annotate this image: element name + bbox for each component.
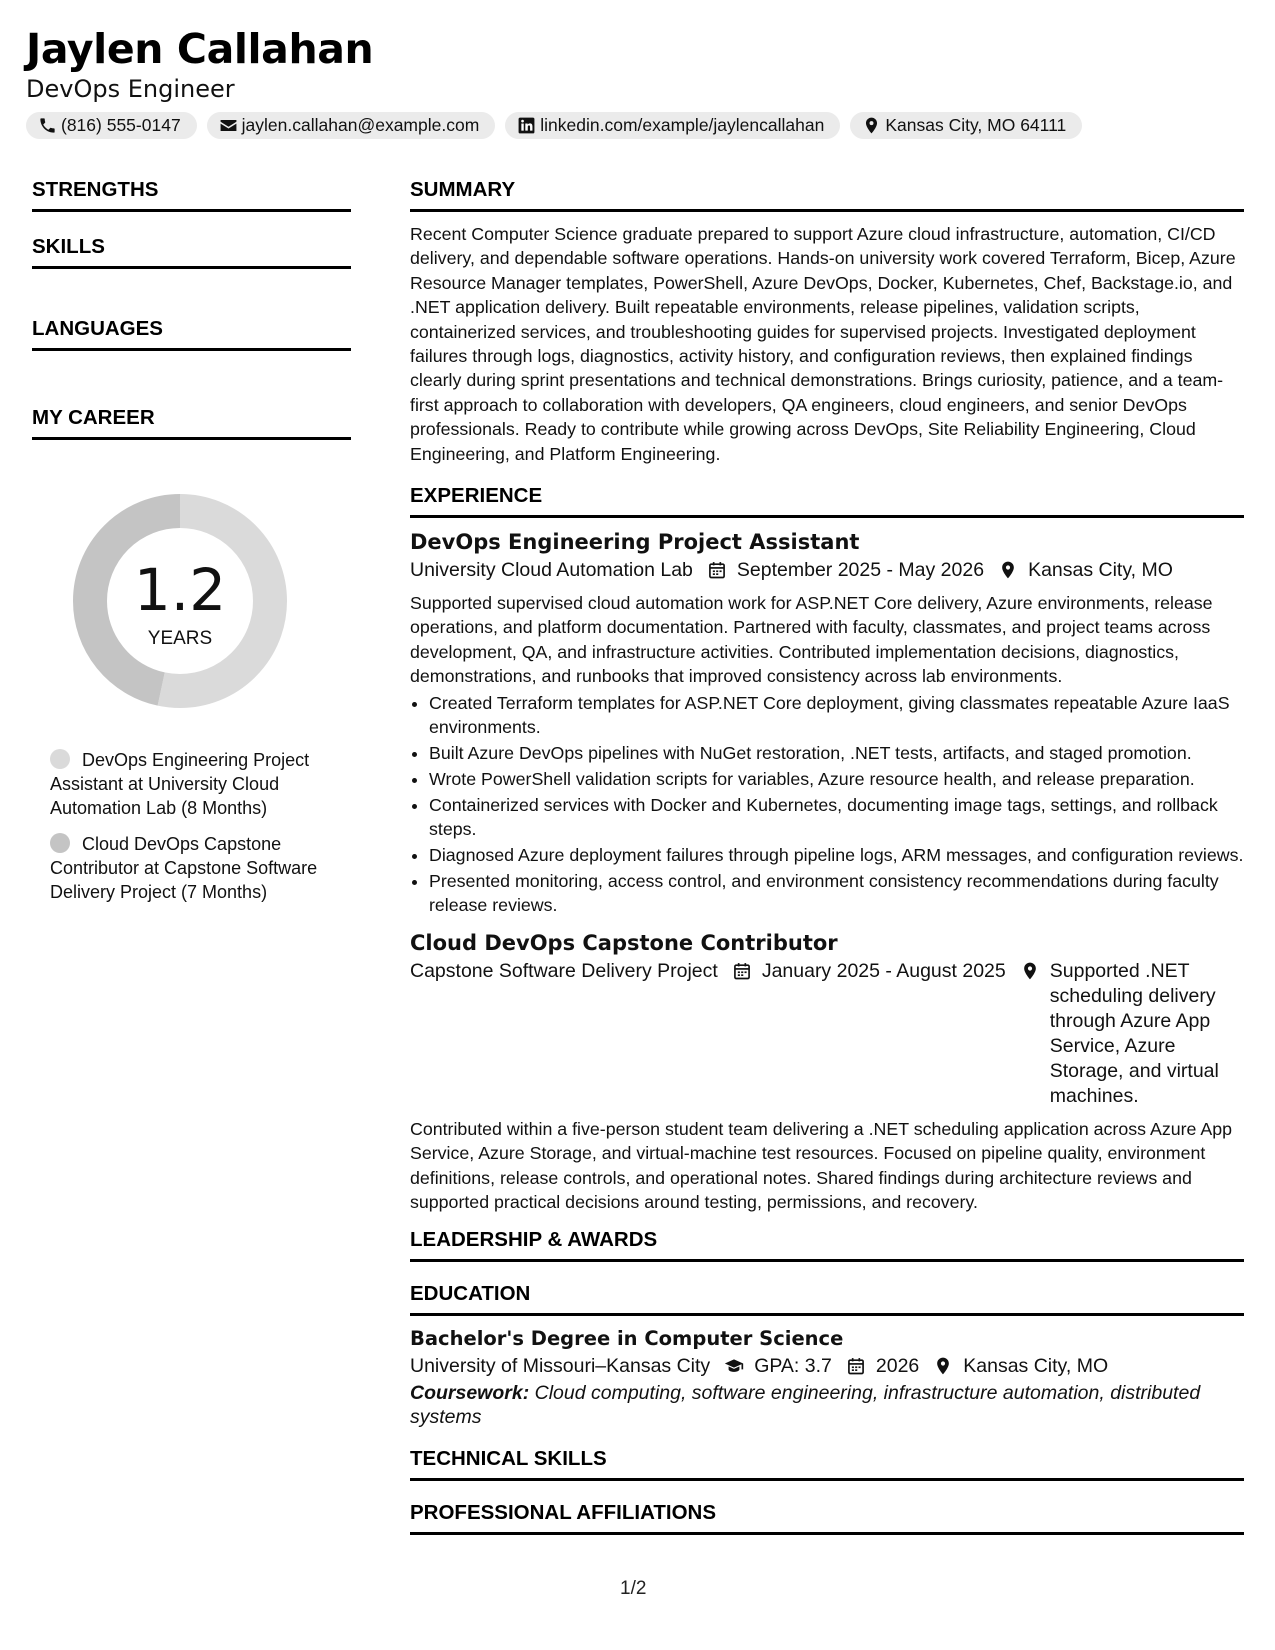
contact-email[interactable] xyxy=(207,112,496,139)
coursework xyxy=(410,1381,1244,1429)
contact-linkedin-text: linkedin.com/example/jaylencallahan xyxy=(540,115,825,135)
page-number: 1/2 xyxy=(620,1578,647,1599)
graduation-cap-icon xyxy=(724,1356,744,1376)
technical-skills-heading: TECHNICAL SKILLS xyxy=(410,1447,1244,1481)
leadership-section xyxy=(410,1228,1244,1262)
candidate-role: DevOps Engineer xyxy=(26,75,235,103)
job-description: Contributed within a five-person student team delivering a .NET scheduling application across Azure App Service, Azure Storage, and virtual-machine test resources. Focused on pipeline quality, environment definitions, release controls, and operational notes. Shared findings during architecture reviews and supported practical decisions around testing, permissions, and recovery. xyxy=(410,1118,1233,1212)
calendar-icon xyxy=(707,560,727,580)
legend-dot xyxy=(50,833,70,853)
job-description: Supported supervised cloud automation work for ASP.NET Core delivery, Azure environments, release operations, and platform documentation. Partnered with faculty, classmates, and project teams across development, QA, and infrastructure activities. Contributed implementation decisions, diagnostics, demonstrations, and runbooks that improved consistency across lab environments. xyxy=(410,593,1213,687)
summary-heading: SUMMARY xyxy=(410,178,1244,212)
technical-skills-section xyxy=(410,1447,1244,1481)
experience-section xyxy=(410,484,1244,1214)
job-meta xyxy=(410,558,1244,583)
contact-location-text: Kansas City, MO 64111 xyxy=(885,115,1067,135)
languages-heading: LANGUAGES xyxy=(32,317,351,351)
degree-title: Bachelor's Degree in Computer Science xyxy=(410,1327,844,1351)
career-item-text: Cloud DevOps Capstone Contributor at Capstone Software Delivery Project (7 Months) xyxy=(50,834,318,902)
career-years-value: 1.2 xyxy=(133,556,227,624)
career-legend-item xyxy=(50,832,340,904)
right-column xyxy=(410,178,1244,1553)
job-bullet: • Containerized services with Docker and Kubernetes, documenting image tags, settings, and rollback steps. xyxy=(429,793,1244,841)
coursework-text: Cloud computing, software engineering, infrastructure automation, distributed systems xyxy=(410,1382,1201,1429)
job-meta xyxy=(410,959,1244,1109)
contact-phone-text: (816) 555-0147 xyxy=(61,115,181,135)
job-bullet: • Diagnosed Azure deployment failures through pipeline logs, ARM messages, and configuration reviews. xyxy=(429,843,1244,867)
strengths-heading: STRENGTHS xyxy=(32,178,351,212)
career-legend-item xyxy=(50,748,340,820)
summary-section xyxy=(410,178,1244,466)
job-entry xyxy=(410,528,1244,917)
affiliations-heading: PROFESSIONAL AFFILIATIONS xyxy=(410,1501,1244,1535)
map-pin-icon xyxy=(998,560,1018,580)
phone-icon xyxy=(38,116,57,135)
career-heading: MY CAREER xyxy=(32,406,351,440)
linkedin-icon xyxy=(517,116,536,135)
job-bullets xyxy=(410,691,1244,917)
map-pin-icon xyxy=(933,1356,953,1376)
job-org: Capstone Software Delivery Project xyxy=(410,959,718,982)
education-section xyxy=(410,1282,1244,1429)
job-title: DevOps Engineering Project Assistant xyxy=(410,530,860,555)
legend-dot xyxy=(50,749,70,769)
envelope-icon xyxy=(219,116,238,135)
career-item-text: DevOps Engineering Project Assistant at University Cloud Automation Lab (8 Months) xyxy=(50,750,310,818)
calendar-icon xyxy=(732,961,752,981)
education-heading: EDUCATION xyxy=(410,1282,1244,1316)
school-location: Kansas City, MO xyxy=(963,1355,1109,1378)
contact-phone[interactable] xyxy=(26,112,197,139)
career-legend xyxy=(50,748,340,916)
job-dates: January 2025 - August 2025 xyxy=(761,959,1006,982)
job-bullet: • Created Terraform templates for ASP.NET Core deployment, giving classmates repeatable Azure IaaS environments. xyxy=(429,691,1244,739)
candidate-name: Jaylen Callahan xyxy=(26,25,374,73)
experience-heading: EXPERIENCE xyxy=(410,484,1244,518)
affiliations-section xyxy=(410,1501,1244,1535)
coursework-label: Coursework: xyxy=(410,1382,530,1405)
contact-location xyxy=(850,112,1082,139)
contact-bar xyxy=(26,112,1246,139)
school-name: University of Missouri–Kansas City xyxy=(410,1355,711,1378)
education-meta xyxy=(410,1354,1244,1379)
calendar-icon xyxy=(846,1356,866,1376)
contact-email-text: jaylen.callahan@example.com xyxy=(241,115,480,135)
job-org: University Cloud Automation Lab xyxy=(410,559,693,582)
graduation-year: 2026 xyxy=(875,1355,920,1378)
gpa: GPA: 3.7 xyxy=(754,1355,832,1378)
summary-text: Recent Computer Science graduate prepared to support Azure cloud infrastructure, automation, CI/CD delivery, and dependable software operations. Hands-on university work covered Terraform, Bicep, Azure Resource Manager templates, PowerShell, Azure DevOps, Docker, Kubernetes, Chef, Backstage.io, and .NET application delivery. Built repeatable environments, release pipelines, validation scripts, containerized services, and troubleshooting guides for supervised projects. Investigated deployment failures through logs, diagnostics, activity history, and configuration reviews, then explained findings clearly during sprint presentations and technical demonstrations. Brings curiosity, patience, and a team-first approach to collaboration with developers, QA engineers, cloud engineers, and senior DevOps professionals. Ready to contribute while growing across DevOps, Site Reliability Engineering, Cloud Engineering, and Platform Engineering. xyxy=(410,224,1236,464)
job-title: Cloud DevOps Capstone Contributor xyxy=(410,930,838,955)
career-years-unit: YEARS xyxy=(147,628,213,649)
map-pin-icon xyxy=(862,116,881,135)
job-dates: September 2025 - May 2026 xyxy=(736,559,985,582)
job-location: Kansas City, MO xyxy=(1028,559,1173,582)
job-bullet: • Wrote PowerShell validation scripts for variables, Azure resource health, and release preparation. xyxy=(429,767,1244,791)
contact-linkedin[interactable] xyxy=(505,112,840,139)
job-entry xyxy=(410,929,1244,1215)
leadership-heading: LEADERSHIP & AWARDS xyxy=(410,1228,1244,1262)
job-location: Supported .NET scheduling delivery through Azure App Service, Azure Storage, and virtual machines. xyxy=(1049,959,1219,1107)
map-pin-icon xyxy=(1020,961,1040,981)
job-bullet: • Presented monitoring, access control, and environment consistency recommendations during faculty release reviews. xyxy=(429,869,1244,917)
job-bullet: • Built Azure DevOps pipelines with NuGet restoration, .NET tests, artifacts, and staged promotion. xyxy=(429,741,1244,765)
skills-heading: SKILLS xyxy=(32,235,351,269)
resume-header xyxy=(26,24,1246,139)
career-donut-chart xyxy=(67,488,293,714)
